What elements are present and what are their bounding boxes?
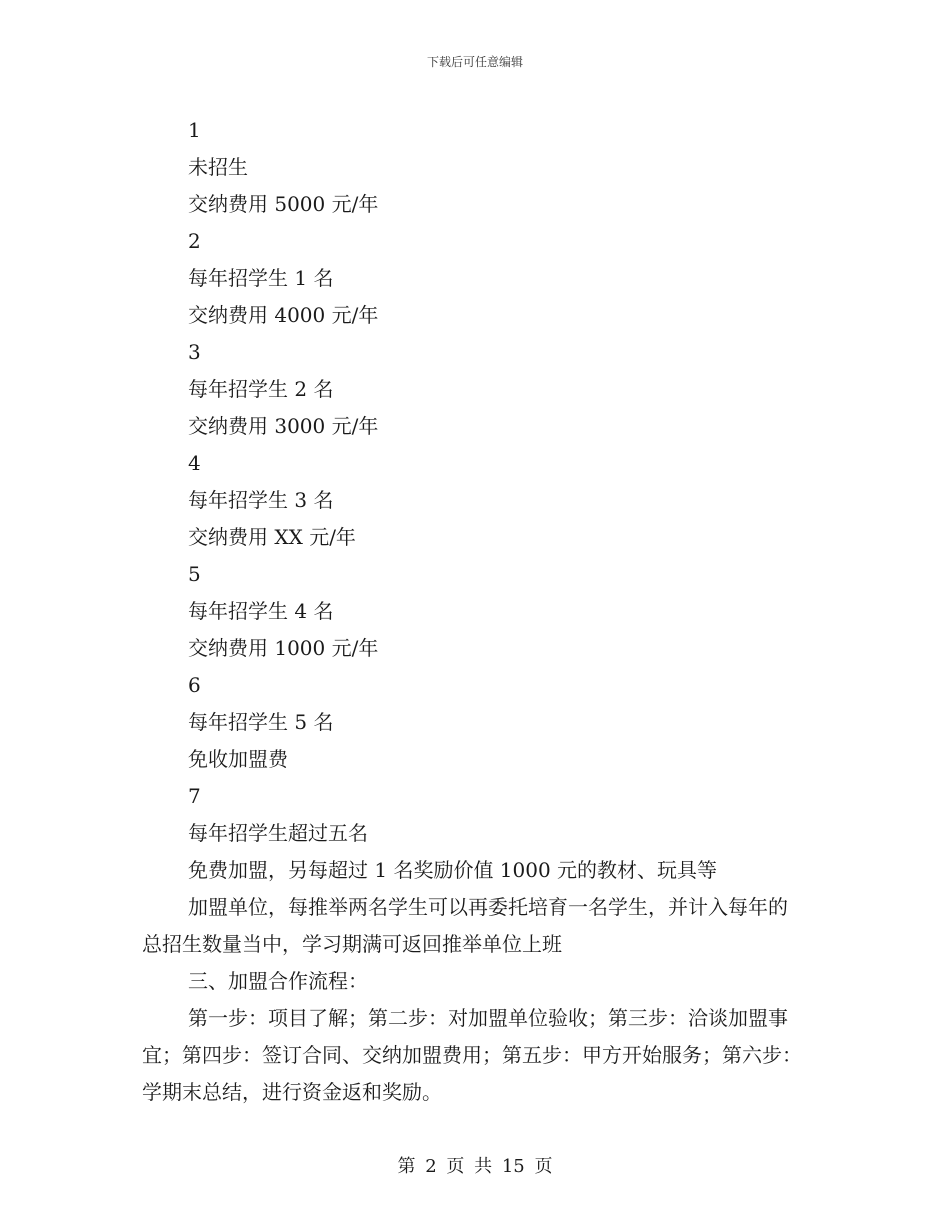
- tier-number: 5: [188, 562, 201, 586]
- tier-fee: 交纳费用 3000 元/年: [188, 414, 379, 438]
- tier-condition: 每年招学生 3 名: [188, 488, 334, 512]
- tier-condition: 每年招学生超过五名: [188, 821, 368, 845]
- page-footer: 第 2 页 共 15 页: [397, 1156, 553, 1177]
- process-paragraph: 第一步：项目了解；第二步：对加盟单位验收；第三步：洽谈加盟事宜；第四步：签订合同、交纳加盟费用；第五步：甲方开始服务；第六步：学期末总结，进行资金返和奖励。: [142, 1006, 802, 1104]
- referral-paragraph: 加盟单位，每推举两名学生可以再委托培育一名学生，并计入每年的总招生数量当中，学习期满可返回推举单位上班: [142, 895, 788, 956]
- tier-condition: 未招生: [188, 155, 248, 179]
- tier-condition: 每年招学生 4 名: [188, 599, 334, 623]
- tier-fee: 交纳费用 1000 元/年: [188, 636, 379, 660]
- tier-number: 7: [188, 784, 201, 808]
- tier-number: 1: [188, 118, 201, 142]
- tier-condition: 每年招学生 1 名: [188, 266, 334, 290]
- tier-fee: 交纳费用 XX 元/年: [188, 525, 356, 549]
- page-header: 下载后可任意编辑: [426, 55, 523, 69]
- tier-fee: 交纳费用 4000 元/年: [188, 303, 379, 327]
- document-body: [142, 112, 807, 1111]
- tier-number: 2: [188, 229, 201, 253]
- tier-fee: 交纳费用 5000 元/年: [188, 192, 379, 216]
- tier-fee: 免收加盟费: [188, 747, 288, 771]
- tier-list: [142, 112, 807, 889]
- tier-number: 3: [188, 340, 201, 364]
- tier-condition: 每年招学生 5 名: [188, 710, 334, 734]
- section-heading: 三、加盟合作流程：: [188, 969, 368, 993]
- tier-fee: 免费加盟，另每超过 1 名奖励价值 1000 元的教材、玩具等: [188, 858, 718, 882]
- tier-condition: 每年招学生 2 名: [188, 377, 334, 401]
- tier-number: 4: [188, 451, 201, 475]
- tier-number: 6: [188, 673, 201, 697]
